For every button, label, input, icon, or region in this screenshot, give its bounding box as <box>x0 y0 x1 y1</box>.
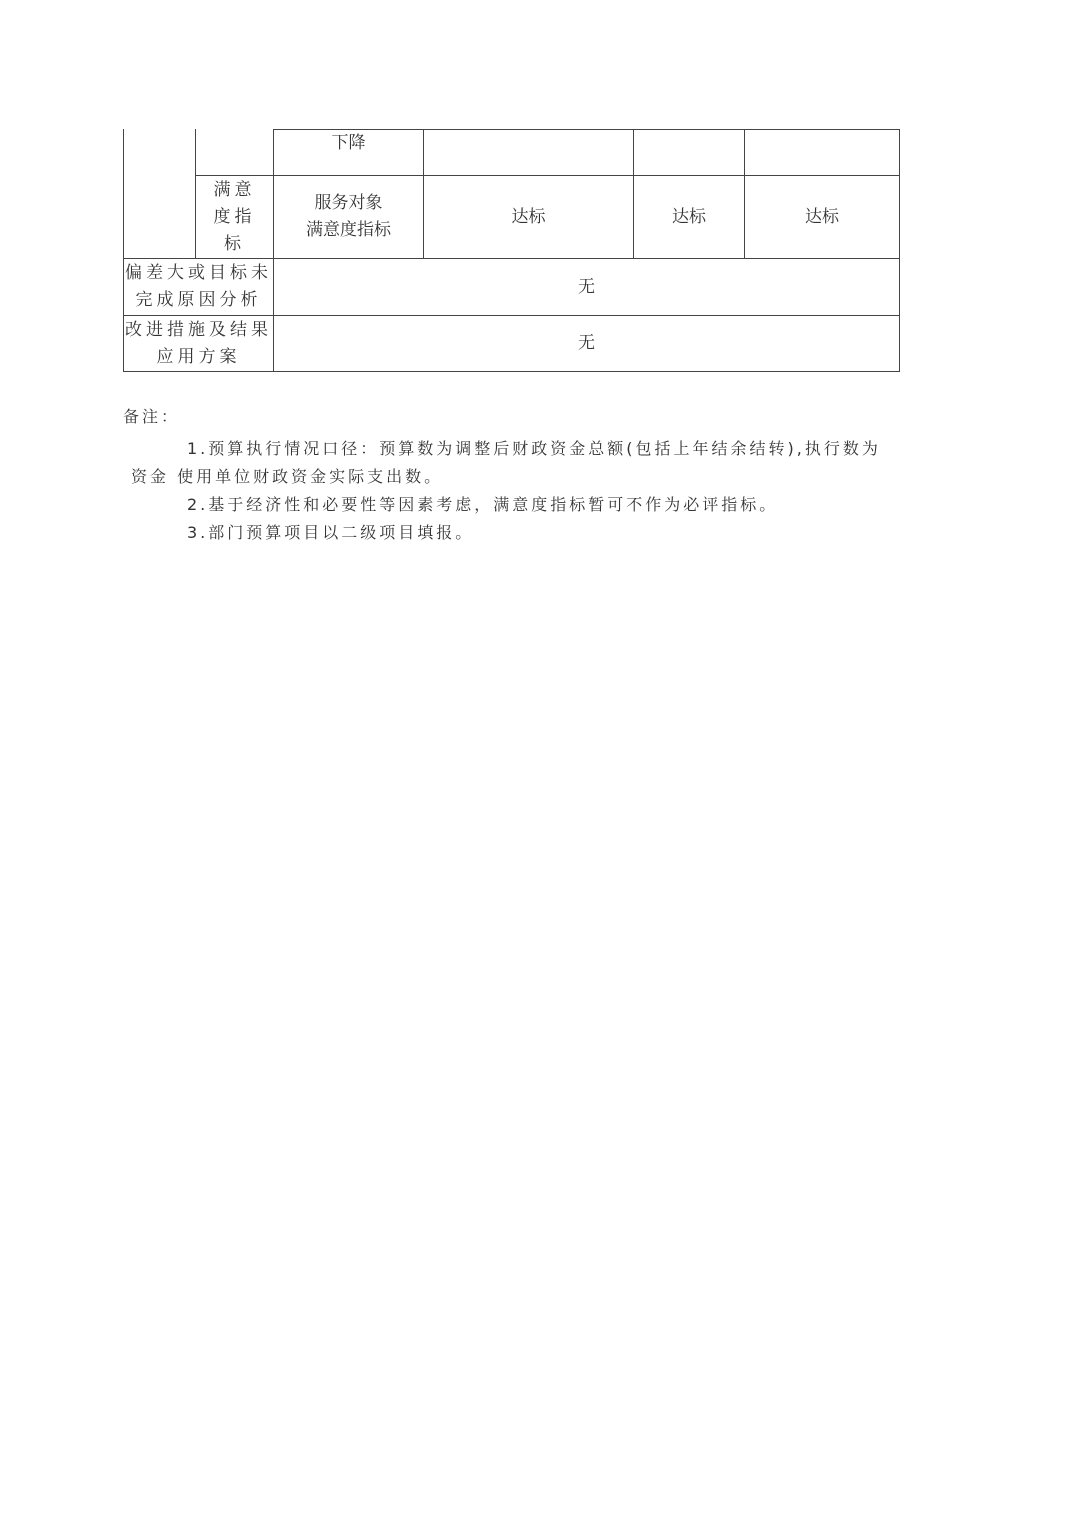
cell-score-decline <box>745 129 899 175</box>
cell-score-satisfaction: 达标 <box>805 206 839 227</box>
table-right-border <box>899 129 900 372</box>
cell-indicator-decline: 下降 <box>331 132 366 153</box>
cell-actual-decline <box>634 129 744 175</box>
cell-category-satisfaction: 满意 度指 标 <box>213 179 256 254</box>
cell-label-improvement: 改进措施及结果 应用方案 <box>125 319 272 367</box>
notes-title: 备注： <box>123 407 181 426</box>
cell-value-deviation: 无 <box>578 276 595 297</box>
notes-section <box>123 403 923 547</box>
performance-table <box>123 129 900 372</box>
note-item-2: 2.基于经济性和必要性等因素考虑，满意度指标暂可不作为必评指标。 <box>187 495 779 514</box>
cell-target-satisfaction: 达标 <box>511 206 546 227</box>
note-item-1-continued: 资金 使用单位财政资金实际支出数。 <box>131 467 444 486</box>
note-item-1: 1.预算执行情况口径：预算数为调整后财政资金总额(包括上年结余结转),执行数为 <box>187 439 881 458</box>
cell-actual-satisfaction: 达标 <box>672 206 706 227</box>
cell-value-improvement: 无 <box>578 333 595 353</box>
table-bottom-border <box>123 371 900 372</box>
cell-target-decline <box>424 129 633 175</box>
note-item-3: 3.部门预算项目以二级项目填报。 <box>187 523 475 542</box>
cell-indicator-satisfaction: 服务对象 满意度指标 <box>306 193 391 240</box>
cell-label-deviation: 偏差大或目标未 完成原因分析 <box>125 263 272 310</box>
